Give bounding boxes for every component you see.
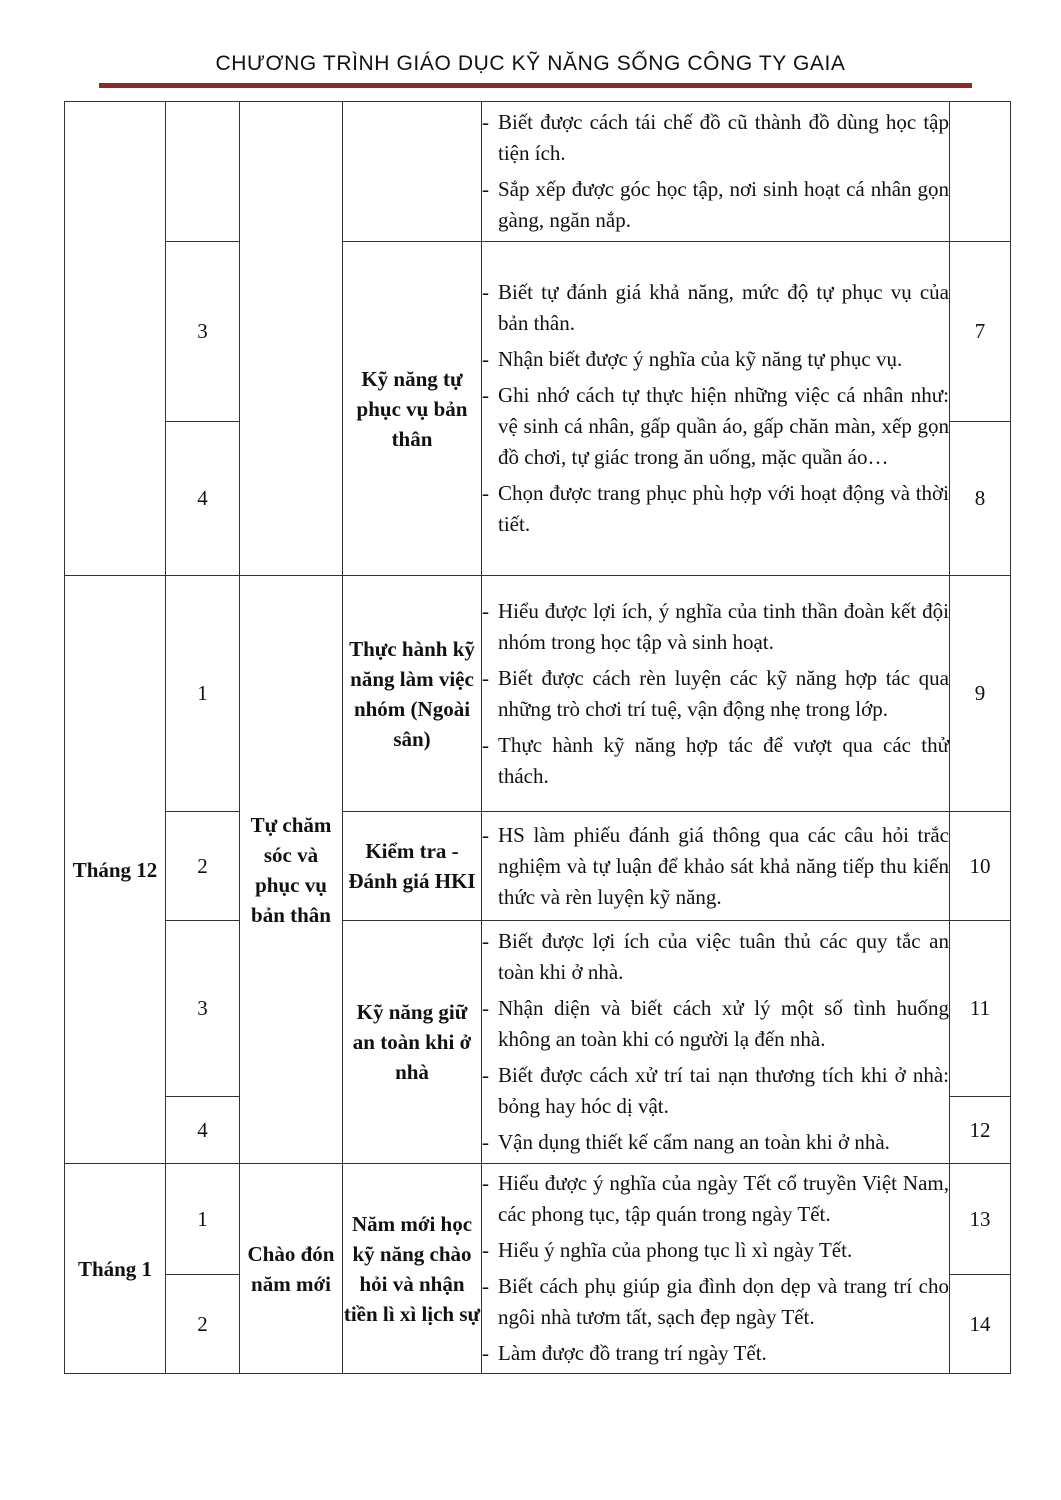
goal-item: - Sắp xếp được góc học tập, nơi sinh hoạt cá nhân gọn gàng, ngăn nắp.: [482, 174, 949, 236]
goals-cell: [482, 242, 950, 576]
lesson-title: Kỹ năng tự phục vụ bản thân: [343, 242, 482, 576]
month-cell: Tháng 1: [65, 1164, 166, 1374]
goal-item: - Làm được đồ trang trí ngày Tết.: [482, 1338, 949, 1369]
week-cell: 2: [166, 812, 240, 921]
goal-item: - Hiểu được lợi ích, ý nghĩa của tinh thần đoàn kết đội nhóm trong học tập và sinh hoạt.: [482, 596, 949, 658]
week-cell: 3: [166, 921, 240, 1097]
lesson-number: 7: [950, 242, 1011, 422]
lesson-number: 8: [950, 422, 1011, 576]
week-cell-empty: [166, 102, 240, 242]
goals-list: [482, 596, 949, 792]
lesson-title: Kiểm tra - Đánh giá HKI: [343, 812, 482, 921]
table-row: [65, 242, 1011, 422]
table-row: [65, 576, 1011, 812]
goal-item: - Hiểu ý nghĩa của phong tục lì xì ngày Tết.: [482, 1235, 949, 1266]
goals-cell: [482, 1164, 950, 1374]
week-cell: 1: [166, 576, 240, 812]
goal-item: - Biết được lợi ích của việc tuân thủ các quy tắc an toàn khi ở nhà.: [482, 926, 949, 988]
week-cell: 3: [166, 242, 240, 422]
goal-item: - Chọn được trang phục phù hợp với hoạt động và thời tiết.: [482, 478, 949, 540]
goal-item: - Vận dụng thiết kế cẩm nang an toàn khi ở nhà.: [482, 1127, 949, 1158]
goal-item: - Biết tự đánh giá khả năng, mức độ tự phục vụ của bản thân.: [482, 277, 949, 339]
month-cell: Tháng 12: [65, 576, 166, 1164]
goals-cell: [482, 812, 950, 921]
goals-cell: [482, 921, 950, 1164]
week-cell: 4: [166, 422, 240, 576]
week-cell: 4: [166, 1097, 240, 1164]
lesson-number: 10: [950, 812, 1011, 921]
lesson-number: 14: [950, 1275, 1011, 1374]
table-row: [65, 921, 1011, 1097]
lesson-title: Kỹ năng giữ an toàn khi ở nhà: [343, 921, 482, 1164]
lesson-number: 13: [950, 1164, 1011, 1275]
goal-item: - HS làm phiếu đánh giá thông qua các câu hỏi trắc nghiệm và tự luận để khảo sát khả năng tiếp thu kiến thức và rèn luyện kỹ năng.: [482, 820, 949, 913]
goals-cell: [482, 102, 950, 242]
goal-item: - Nhận biết được ý nghĩa của kỹ năng tự phục vụ.: [482, 344, 949, 375]
goal-item: - Ghi nhớ cách tự thực hiện những việc cá nhân như: vệ sinh cá nhân, gấp quần áo, gấp chăn màn, xếp gọn đồ chơi, tự giác trong ăn uống, mặc quần áo…: [482, 380, 949, 473]
lesson-number-empty: [950, 102, 1011, 242]
goal-item: - Biết được cách rèn luyện các kỹ năng hợp tác qua những trò chơi trí tuệ, vận động nhẹ trong lớp.: [482, 663, 949, 725]
lesson-number: 11: [950, 921, 1011, 1097]
lesson-title: Thực hành kỹ năng làm việc nhóm (Ngoài sân): [343, 576, 482, 812]
lesson-number: 9: [950, 576, 1011, 812]
topic-cell-prev: [240, 102, 343, 576]
goal-item: - Hiểu được ý nghĩa của ngày Tết cổ truyền Việt Nam, các phong tục, tập quán trong ngày Tết.: [482, 1168, 949, 1230]
lesson-title: Năm mới học kỹ năng chào hỏi và nhận tiền lì xì lịch sự: [343, 1164, 482, 1374]
goal-item: - Nhận diện và biết cách xử lý một số tình huống không an toàn khi có người lạ đến nhà.: [482, 993, 949, 1055]
goal-item: - Biết cách phụ giúp gia đình dọn dẹp và trang trí cho ngôi nhà tươm tất, sạch đẹp ngày Tết.: [482, 1271, 949, 1333]
table-row: [65, 1164, 1011, 1275]
topic-cell: Tự chăm sóc và phục vụ bản thân: [240, 576, 343, 1164]
week-cell: 2: [166, 1275, 240, 1374]
goals-cell: [482, 576, 950, 812]
topic-cell: Chào đón năm mới: [240, 1164, 343, 1374]
week-cell: 1: [166, 1164, 240, 1275]
goals-list: [482, 1168, 949, 1369]
goals-list: [482, 277, 949, 540]
goals-list: [482, 926, 949, 1158]
page-header-title: CHƯƠNG TRÌNH GIÁO DỤC KỸ NĂNG SỐNG CÔNG TY GAIA: [215, 52, 846, 75]
goals-list: [482, 820, 949, 913]
lesson-number: 12: [950, 1097, 1011, 1164]
table-row: [65, 102, 1011, 242]
month-cell-prev: [65, 102, 166, 576]
curriculum-table: [64, 101, 1011, 1374]
header-divider: [99, 83, 972, 88]
table-row: [65, 812, 1011, 921]
goal-item: - Biết được cách xử trí tai nạn thương tích khi ở nhà: bỏng hay hóc dị vật.: [482, 1060, 949, 1122]
goal-item: - Biết được cách tái chế đồ cũ thành đồ dùng học tập tiện ích.: [482, 107, 949, 169]
goals-list: [482, 107, 949, 236]
goal-item: - Thực hành kỹ năng hợp tác để vượt qua các thử thách.: [482, 730, 949, 792]
lesson-cell-empty: [343, 102, 482, 242]
